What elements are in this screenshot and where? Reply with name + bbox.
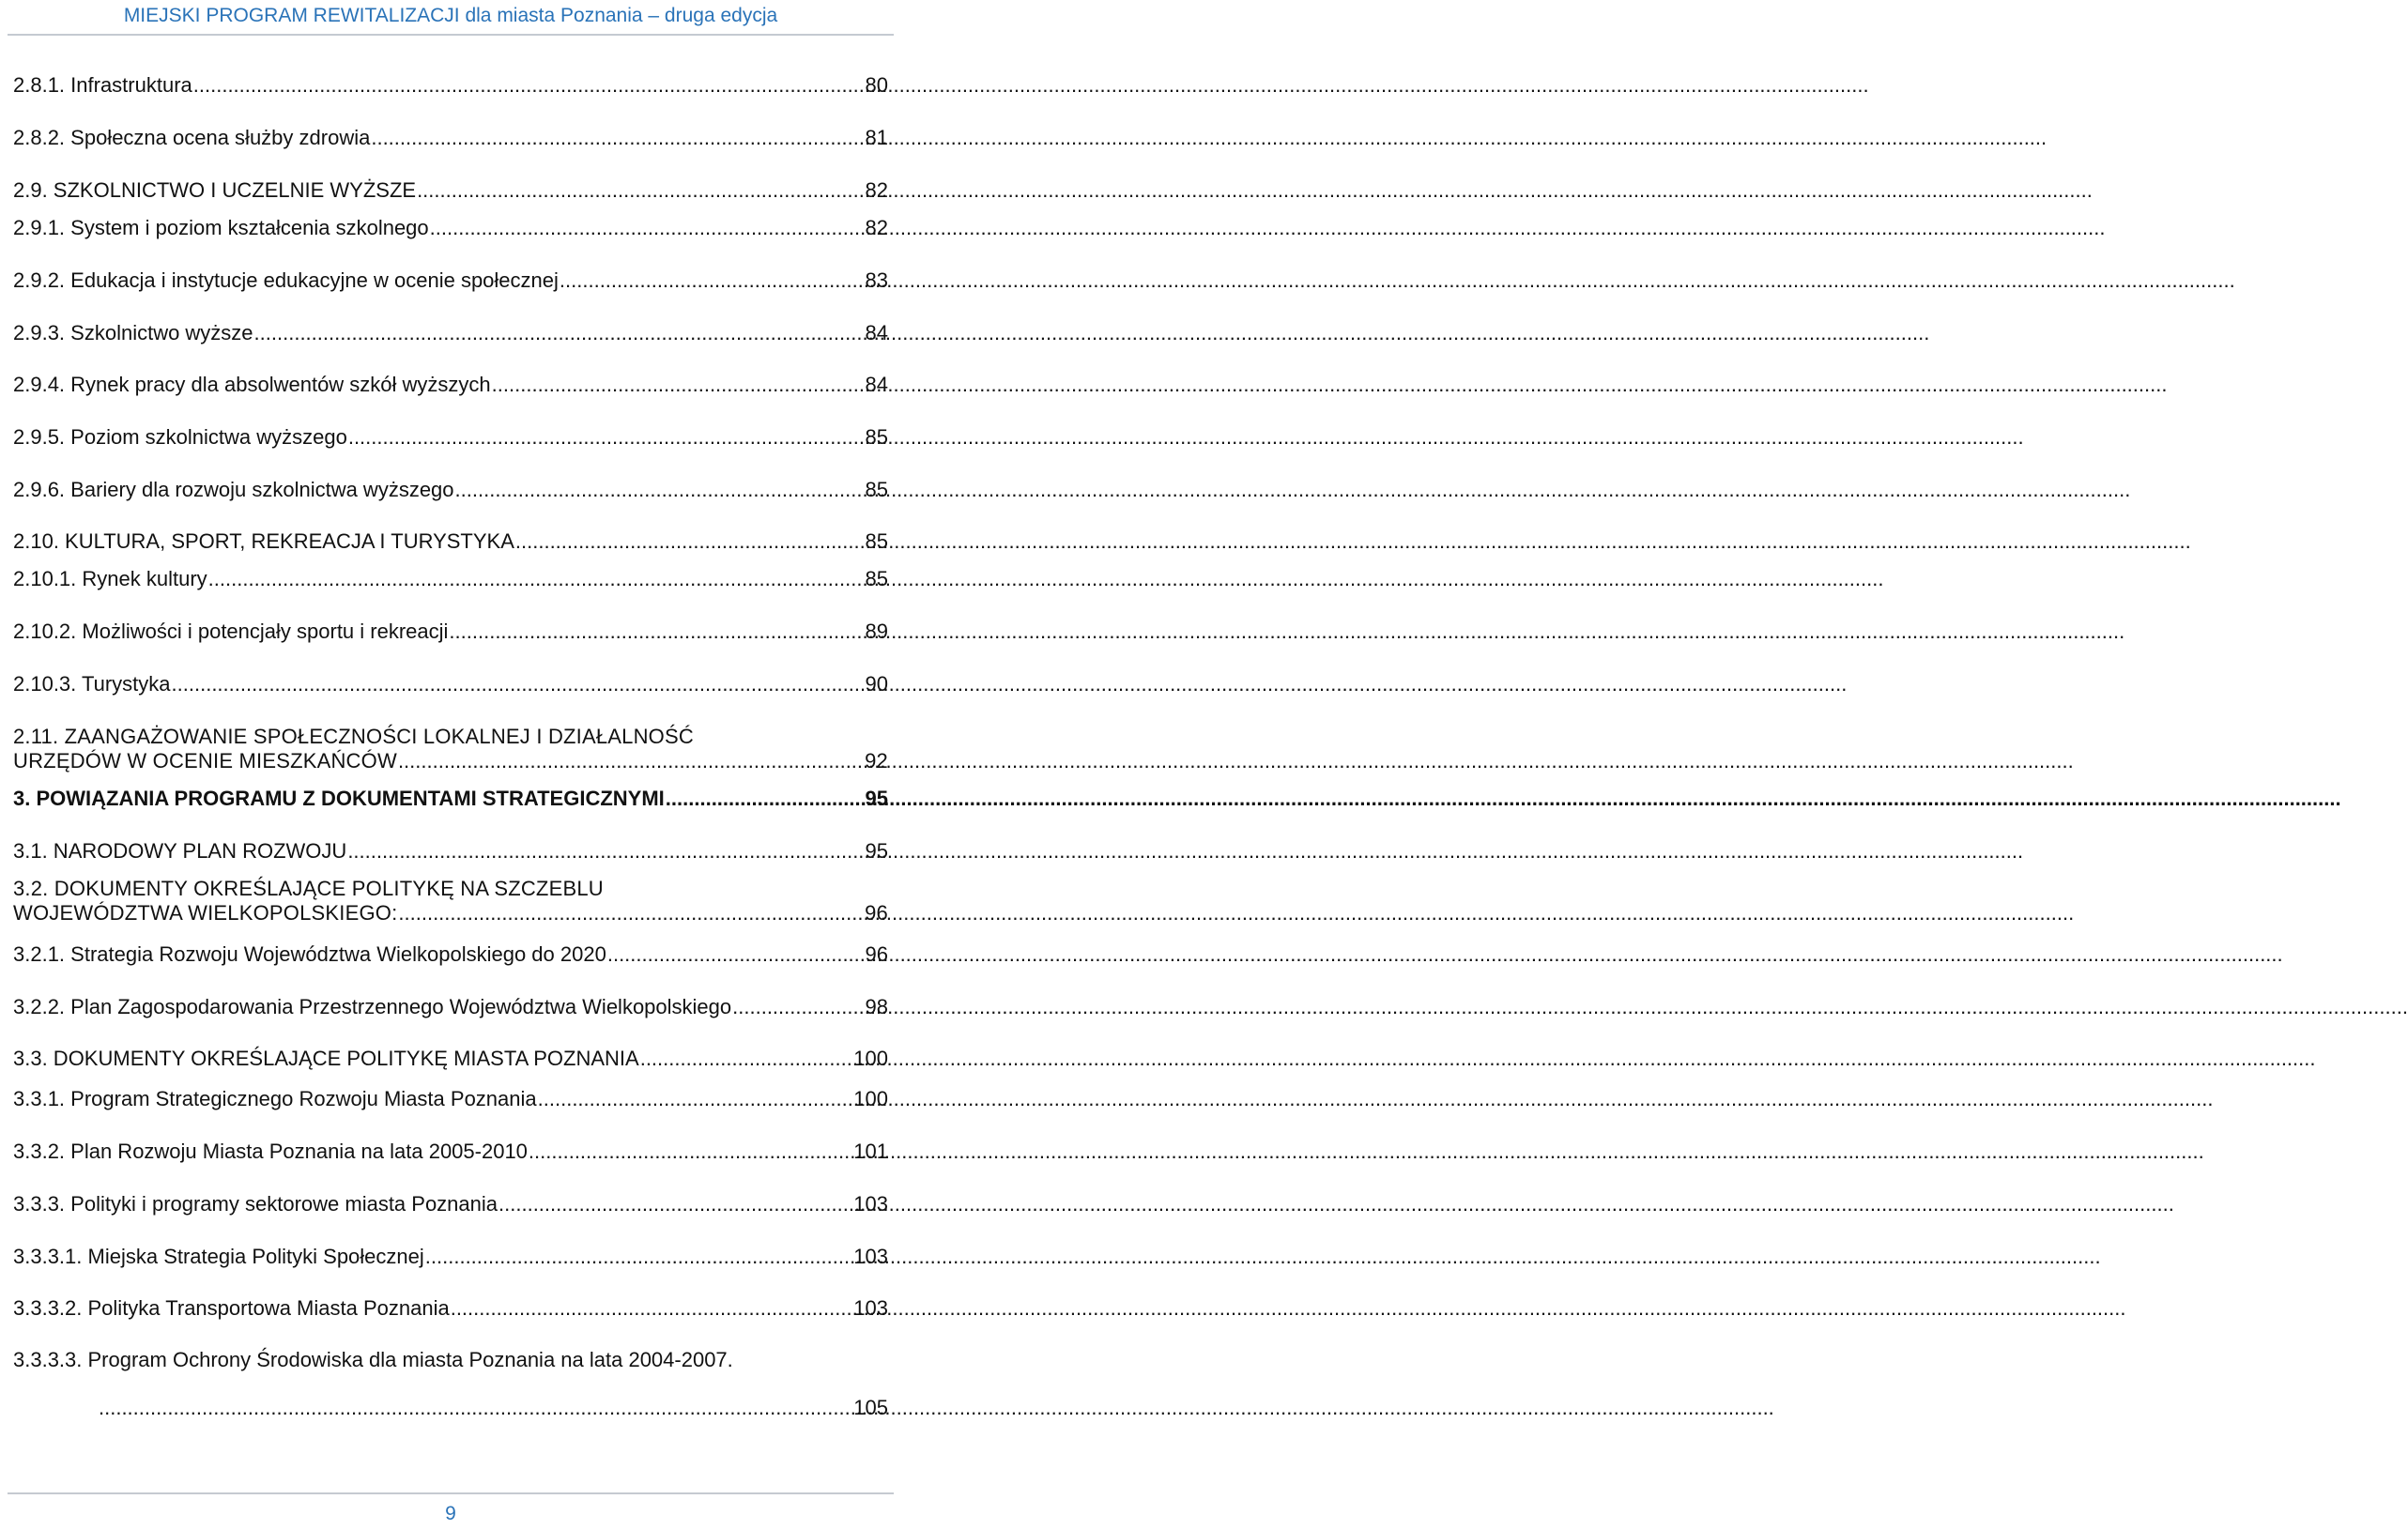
toc-entry-label-line1: 2.11. ZAANGAŻOWANIE SPOŁECZNOŚCI LOKALNEJ I DZIAŁALNOŚĆ: [13, 725, 694, 748]
page-number: 9: [445, 1503, 456, 1524]
toc-page-number: 95: [865, 839, 888, 863]
toc-dot-leader: [491, 373, 864, 397]
toc-entry-label: 2.8.1. Infrastruktura: [13, 73, 192, 97]
toc-dot-leader: [454, 478, 864, 502]
toc-dot-leader: [171, 672, 864, 696]
toc-page-number: 101: [853, 1140, 888, 1163]
toc-entry[interactable]: [13, 73, 888, 98]
toc-entry[interactable]: [13, 478, 888, 502]
toc-entry-label-line1: 3.2. DOKUMENTY OKREŚLAJĄCE POLITYKĘ NA SZCZEBLU: [13, 877, 604, 900]
toc-entry[interactable]: [13, 1087, 888, 1111]
toc-entry-label: 2.9.2. Edukacja i instytucje edukacyjne w ocenie społecznej: [13, 268, 559, 292]
toc-entry-label: 2.9.4. Rynek pracy dla absolwentów szkół wyższych: [13, 373, 491, 396]
toc-entry-label: 2.10.3. Turystyka: [13, 672, 171, 696]
toc-page-number: 85: [865, 478, 888, 501]
toc-entry-label: 3.3.3.1. Miejska Strategia Polityki Społecznej: [13, 1245, 424, 1268]
toc-page-number: 96: [865, 942, 888, 966]
toc-entry-label: 3.3.2. Plan Rozwoju Miasta Poznania na lata 2005-2010: [13, 1140, 528, 1163]
toc-page-number: 95: [865, 787, 888, 810]
toc-dot-leader: [370, 126, 863, 150]
toc-dot-leader: [253, 321, 864, 345]
toc-entry[interactable]: [13, 321, 888, 345]
toc-entry-label: 2.9.3. Szkolnictwo wyższe: [13, 321, 253, 344]
toc-entry[interactable]: [13, 787, 888, 811]
toc-entry[interactable]: [13, 1245, 888, 1269]
toc-page-number: 89: [865, 620, 888, 643]
toc-dot-leader: [731, 995, 863, 1019]
toc-entry[interactable]: [13, 373, 888, 397]
toc-entry-label: 2.9.1. System i poziom kształcenia szkolnego: [13, 216, 429, 239]
toc-entry[interactable]: [13, 1348, 888, 1420]
toc-page-number: 103: [853, 1245, 888, 1268]
toc-entry[interactable]: [13, 725, 888, 773]
toc-page-number: 100: [853, 1047, 888, 1070]
toc-page-number: 105: [853, 1396, 888, 1419]
toc-entry-label: 2.10.1. Rynek kultury: [13, 567, 207, 590]
toc-entry[interactable]: [13, 567, 888, 591]
toc-entry[interactable]: [13, 425, 888, 450]
toc-entry-label: 3.3.3.2. Polityka Transportowa Miasta Poznania: [13, 1296, 450, 1320]
toc-page-number: 84: [865, 321, 888, 344]
toc-entry[interactable]: [13, 268, 888, 293]
toc-dot-leader: [347, 425, 864, 450]
toc-entry-label: 3.1. NARODOWY PLAN ROZWOJU: [13, 839, 347, 863]
toc-entry-label: 2.8.2. Społeczna ocena służby zdrowia: [13, 126, 371, 149]
toc-entry-label-line1: 3.3.3.3. Program Ochrony Środowiska dla miasta Poznania na lata 2004-2007.: [13, 1348, 733, 1371]
toc-page-number: 90: [865, 672, 888, 696]
toc-dot-leader: [346, 839, 863, 864]
toc-dot-leader: [559, 268, 864, 293]
toc-entry-label: WOJEWÓDZTWA WIELKOPOLSKIEGO:: [13, 901, 398, 925]
toc-dot-leader: [397, 901, 863, 926]
footer-divider: [8, 1492, 894, 1494]
toc-entry[interactable]: [13, 529, 888, 554]
toc-page-number: 85: [865, 529, 888, 553]
toc-entry[interactable]: [13, 620, 888, 644]
toc-entry-label: 2.9.5. Poziom szkolnictwa wyższego: [13, 425, 347, 449]
toc-dot-leader: [528, 1140, 851, 1164]
toc-dot-leader: [207, 567, 864, 591]
toc-entry[interactable]: [13, 1140, 888, 1164]
toc-page-number: 103: [853, 1296, 888, 1320]
toc-entry[interactable]: [13, 1047, 888, 1071]
running-header: MIEJSKI PROGRAM REWITALIZACJI dla miasta Poznania – druga edycja: [123, 5, 778, 26]
toc-page-number: 85: [865, 567, 888, 590]
toc-entry[interactable]: [13, 877, 888, 926]
toc-dot-leader: [424, 1245, 852, 1269]
toc-dot-leader: [537, 1087, 852, 1111]
table-of-contents: [0, 0, 901, 1483]
toc-dot-leader: [192, 73, 864, 98]
toc-entry[interactable]: [13, 942, 888, 967]
toc-dot-leader: [498, 1192, 851, 1216]
toc-entry-label: 3.3.1. Program Strategicznego Rozwoju Miasta Poznania: [13, 1087, 537, 1110]
toc-page-number: 92: [865, 749, 888, 773]
toc-entry[interactable]: [13, 839, 888, 864]
toc-entry[interactable]: [13, 672, 888, 696]
toc-page-number: 83: [865, 268, 888, 292]
toc-dot-leader: [98, 1396, 851, 1420]
toc-entry-label: 3.3. DOKUMENTY OKREŚLAJĄCE POLITYKĘ MIASTA POZNANIA: [13, 1047, 639, 1070]
toc-dot-leader: [639, 1047, 852, 1071]
toc-entry-label: 3.2.2. Plan Zagospodarowania Przestrzennego Województwa Wielkopolskiego: [13, 995, 732, 1018]
toc-dot-leader: [514, 529, 864, 554]
toc-dot-leader: [665, 787, 864, 811]
toc-page-number: 103: [853, 1192, 888, 1216]
toc-dot-leader: [429, 216, 864, 240]
toc-page-number: 100: [853, 1087, 888, 1110]
toc-page-number: 96: [865, 901, 888, 925]
toc-entry[interactable]: [13, 216, 888, 240]
toc-entry-label: 3. POWIĄZANIA PROGRAMU Z DOKUMENTAMI STRATEGICZNYMI: [13, 787, 665, 810]
toc-entry[interactable]: [13, 126, 888, 150]
toc-entry-label: 2.9.6. Bariery dla rozwoju szkolnictwa wyższego: [13, 478, 454, 501]
toc-dot-leader: [448, 620, 863, 644]
toc-page-number: 82: [865, 178, 888, 202]
toc-entry-label: 2.10. KULTURA, SPORT, REKREACJA I TURYSTYKA: [13, 529, 514, 553]
toc-entry[interactable]: [13, 178, 888, 203]
toc-dot-leader: [416, 178, 863, 203]
toc-entry-label: 3.3.3. Polityki i programy sektorowe miasta Poznania: [13, 1192, 498, 1216]
toc-entry-label: URZĘDÓW W OCENIE MIESZKAŃCÓW: [13, 749, 397, 773]
toc-dot-leader: [606, 942, 864, 967]
toc-page-number: 85: [865, 425, 888, 449]
toc-entry[interactable]: [13, 995, 888, 1019]
toc-dot-leader: [450, 1296, 852, 1321]
toc-page-number: 98: [865, 995, 888, 1018]
toc-page-number: 80: [865, 73, 888, 97]
toc-page-number: 81: [865, 126, 888, 149]
toc-entry-label: 3.2.1. Strategia Rozwoju Województwa Wielkopolskiego do 2020: [13, 942, 606, 966]
toc-page-number: 82: [865, 216, 888, 239]
toc-entry-label: 2.9. SZKOLNICTWO I UCZELNIE WYŻSZE: [13, 178, 417, 202]
toc-entry-label: 2.10.2. Możliwości i potencjały sportu i rekreacji: [13, 620, 449, 643]
toc-dot-leader: [397, 749, 863, 773]
toc-page-number: 84: [865, 373, 888, 396]
toc-entry[interactable]: [13, 1296, 888, 1321]
toc-entry[interactable]: [13, 1192, 888, 1216]
